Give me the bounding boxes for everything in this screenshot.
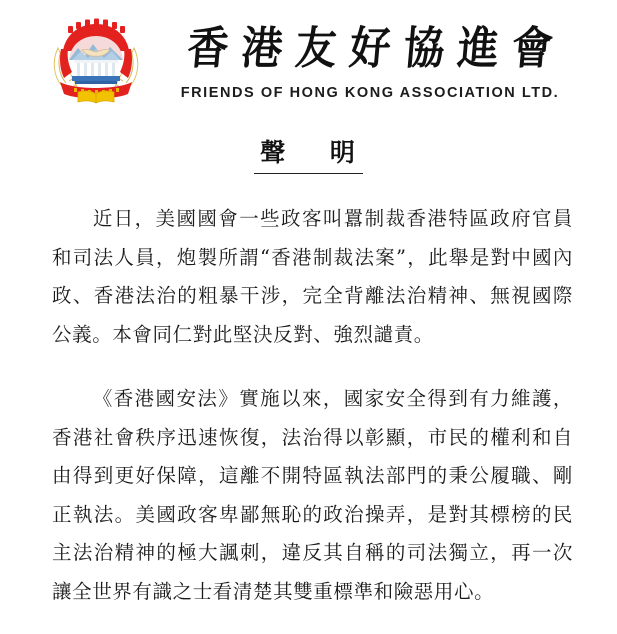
cppcc-emblem-icon (48, 18, 144, 104)
paragraph-1 (52, 200, 573, 354)
document-body (0, 200, 617, 611)
paragraph-1-text: 近日，美國國會一些政客叫囂制裁香港特區政府官員和司法人員，炮製所謂“香港制裁法案”，此舉是對中國內政、香港法治的粗暴干涉，完全背離法治精神、無視國際公義。本會同仁對此堅決反對、強烈譴責。 (52, 207, 573, 346)
organization-names (160, 20, 580, 101)
document-title: 聲 明 (254, 138, 363, 174)
letterhead (0, 0, 617, 112)
paragraph-2 (52, 380, 573, 611)
organization-name-chinese: 香港友好協進會 (185, 22, 569, 75)
document-title-container (0, 138, 617, 174)
organization-name-english: FRIENDS OF HONG KONG ASSOCIATION LTD. (180, 85, 560, 101)
paragraph-2-text: 《香港國安法》實施以來，國家安全得到有力維護，香港社會秩序迅速恢復，法治得以彰顯，市民的權利和自由得到更好保障，這離不開特區執法部門的秉公履職、剛正執法。美國政客卑鄙無恥的政治操弄，是對其標榜的民主法治精神的極大諷刺，違反其自稱的司法獨立，再一次讓全世界有識之士看清楚其雙重標準和險惡用心。 (52, 387, 573, 603)
